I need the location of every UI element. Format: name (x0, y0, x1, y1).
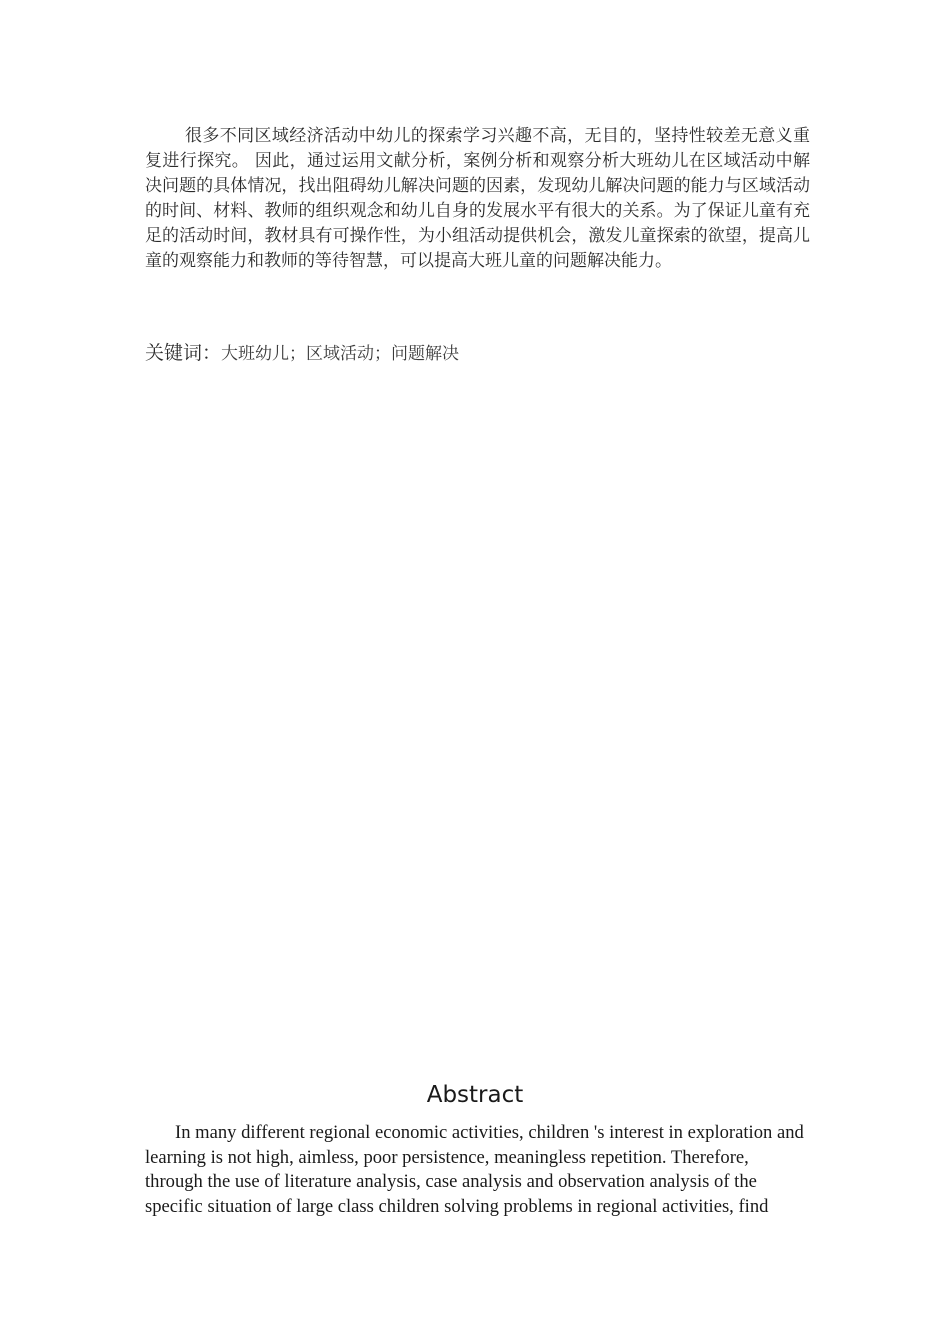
keywords-label: 关键词： (145, 342, 222, 364)
chinese-abstract-paragraph: 很多不同区域经济活动中幼儿的探索学习兴趣不高，无目的，坚持性较差无意义重复进行探究。 因此，通过运用文献分析，案例分析和观察分析大班幼儿在区域活动中解决问题的具体情况，找出阻碍幼儿解决问题的因素，发现幼儿解决问题的能力与区域活动的时间、材料、教师的组织观念和幼儿自身的发展水平有很大的关系。为了保证儿童有充足的活动时间，教材具有可操作性，为小组活动提供机会，激发儿童探索的欲望，提高儿童的观察能力和教师的等待智慧，可以提高大班儿童的问题解决能力。 (145, 126, 810, 271)
keywords-line (145, 338, 810, 365)
english-abstract-paragraph: In many different regional economic activities, children 's interest in exploration and learning is not high, aimless, poor persistence, meaningless repetition. Therefore, through the use of literature analysis, case analysis and observation analysis of the specific situation of large class children solving problems in regional activities, find (145, 1122, 804, 1217)
abstract-heading: Abstract (426, 1082, 524, 1108)
keywords-text: 大班幼儿；区域活动；问题解决 (221, 344, 460, 364)
